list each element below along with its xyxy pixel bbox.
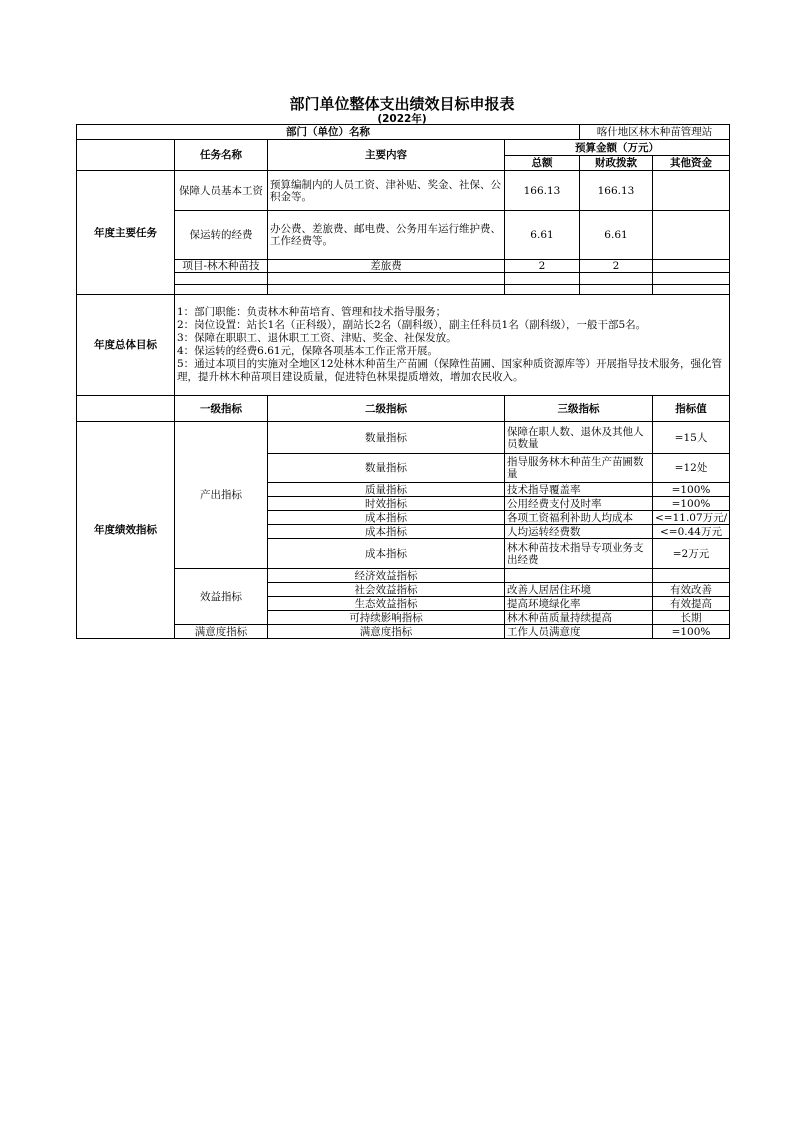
level3-cell: 各项工资福利补助人均成本: [505, 511, 653, 525]
level1-header: 一级指标: [175, 396, 268, 422]
level2-cell: 时效指标: [268, 497, 505, 511]
indicator-row: [77, 422, 730, 454]
value-cell: [653, 569, 730, 583]
level3-header: 三级指标: [505, 396, 653, 422]
value-cell: 有效提高: [653, 597, 730, 611]
value-cell: =100%: [653, 497, 730, 511]
satisfaction-label: 满意度指标: [175, 625, 268, 639]
task-content: 差旅费: [268, 260, 505, 273]
level3-cell: [505, 569, 653, 583]
task-name: 保运转的经费: [175, 211, 268, 260]
level3-cell: 林木种苗技术指导专项业务支出经费: [505, 539, 653, 569]
value-cell: =2万元: [653, 539, 730, 569]
budget-header: 预算金额（万元）: [505, 140, 730, 156]
performance-target-table: [76, 124, 730, 639]
output-label: 产出指标: [175, 422, 268, 569]
goal-item: 3：保障在职职工、退休职工工资、津贴、奖金、社保发放。: [177, 332, 457, 344]
value-header: 指标值: [653, 396, 730, 422]
task-row: [77, 260, 730, 273]
task-total: 6.61: [505, 211, 580, 260]
level2-cell: 成本指标: [268, 511, 505, 525]
task-row: [77, 211, 730, 260]
value-cell: =15人: [653, 422, 730, 454]
level2-cell: 质量指标: [268, 483, 505, 497]
task-name: 保障人员基本工资: [175, 171, 268, 211]
task-fiscal: 166.13: [580, 171, 653, 211]
task-other: [653, 211, 730, 260]
value-cell: <=11.07万元/: [653, 511, 730, 525]
content-header: 主要内容: [268, 140, 505, 171]
empty-task-row: [77, 273, 730, 285]
empty-task-row: [77, 285, 730, 295]
indicator-row: [77, 569, 730, 583]
report-year: (2022年): [377, 113, 427, 125]
task-other: [653, 171, 730, 211]
task-total: 166.13: [505, 171, 580, 211]
blank-cell: [77, 396, 175, 422]
level3-cell: 人均运转经费数: [505, 525, 653, 539]
goal-item: 2：岗位设置：站长1名（正科级），副站长2名（副科级），副主任科员1名（副科级），一般干部5名。: [177, 319, 647, 331]
blank-cell: [77, 140, 175, 171]
task-content: 预算编制内的人员工资、津补贴、奖金、社保、公积金等。: [268, 171, 505, 211]
value-cell: =100%: [653, 483, 730, 497]
level2-cell: 满意度指标: [268, 625, 505, 639]
level3-cell: 改善人居居住环境: [505, 583, 653, 597]
other-header: 其他资金: [653, 156, 730, 171]
task-name-header: 任务名称: [175, 140, 268, 171]
goal-item: 4：保运转的经费6.61元，保障各项基本工作正常开展。: [177, 345, 439, 357]
level3-cell: 保障在职人数、退休及其他人员数量: [505, 422, 653, 454]
goal-item: 1：部门职能：负责林木种苗培育、管理和技术指导服务；: [177, 306, 447, 318]
fiscal-header: 财政拨款: [580, 156, 653, 171]
page-title: 部门单位整体支出绩效目标申报表: [289, 95, 515, 113]
task-content: 办公费、差旅费、邮电费、公务用车运行维护费、工作经费等。: [268, 211, 505, 260]
level2-header: 二级指标: [268, 396, 505, 422]
level3-cell: 工作人员满意度: [505, 625, 653, 639]
level3-cell: 提高环境绿化率: [505, 597, 653, 611]
level3-cell: 技术指导覆盖率: [505, 483, 653, 497]
task-fiscal: 6.61: [580, 211, 653, 260]
value-cell: <=0.44万元: [653, 525, 730, 539]
level2-cell: 可持续影响指标: [268, 611, 505, 625]
value-cell: 有效改善: [653, 583, 730, 597]
level2-cell: 数量指标: [268, 422, 505, 454]
total-header: 总额: [505, 156, 580, 171]
task-name: 项目-林木种苗技: [175, 260, 268, 273]
dept-name-label: 部门（单位）名称: [77, 125, 580, 140]
level2-cell: 成本指标: [268, 539, 505, 569]
annual-tasks-label: 年度主要任务: [77, 171, 175, 295]
perf-label: 年度绩效指标: [77, 422, 175, 639]
task-fiscal: 2: [580, 260, 653, 273]
task-total: 2: [505, 260, 580, 273]
goal-item: 5：通过本项目的实施对全地区12处林木种苗生产苗圃（保障性苗圃、国家种质资源库等）开展指导技术服务，强化管理，提升林木种苗项目建设质量，促进特色林果提质增效，增加农民收入。: [177, 358, 723, 383]
level3-cell: 林木种苗质量持续提高: [505, 611, 653, 625]
indicator-row: [77, 625, 730, 639]
value-cell: 长期: [653, 611, 730, 625]
level2-cell: 经济效益指标: [268, 569, 505, 583]
overall-goal-label: 年度总体目标: [77, 295, 175, 396]
benefit-label: 效益指标: [175, 569, 268, 625]
level2-cell: 生态效益指标: [268, 597, 505, 611]
task-other: [653, 260, 730, 273]
value-cell: =100%: [653, 625, 730, 639]
level2-cell: 社会效益指标: [268, 583, 505, 597]
task-row: [77, 171, 730, 211]
level3-cell: 公用经费支付及时率: [505, 497, 653, 511]
level2-cell: 数量指标: [268, 454, 505, 483]
level2-cell: 成本指标: [268, 525, 505, 539]
level3-cell: 指导服务林木种苗生产苗圃数量: [505, 454, 653, 483]
value-cell: =12处: [653, 454, 730, 483]
dept-name-value: 喀什地区林木种苗管理站: [580, 125, 730, 140]
overall-goal-text: [175, 295, 730, 396]
